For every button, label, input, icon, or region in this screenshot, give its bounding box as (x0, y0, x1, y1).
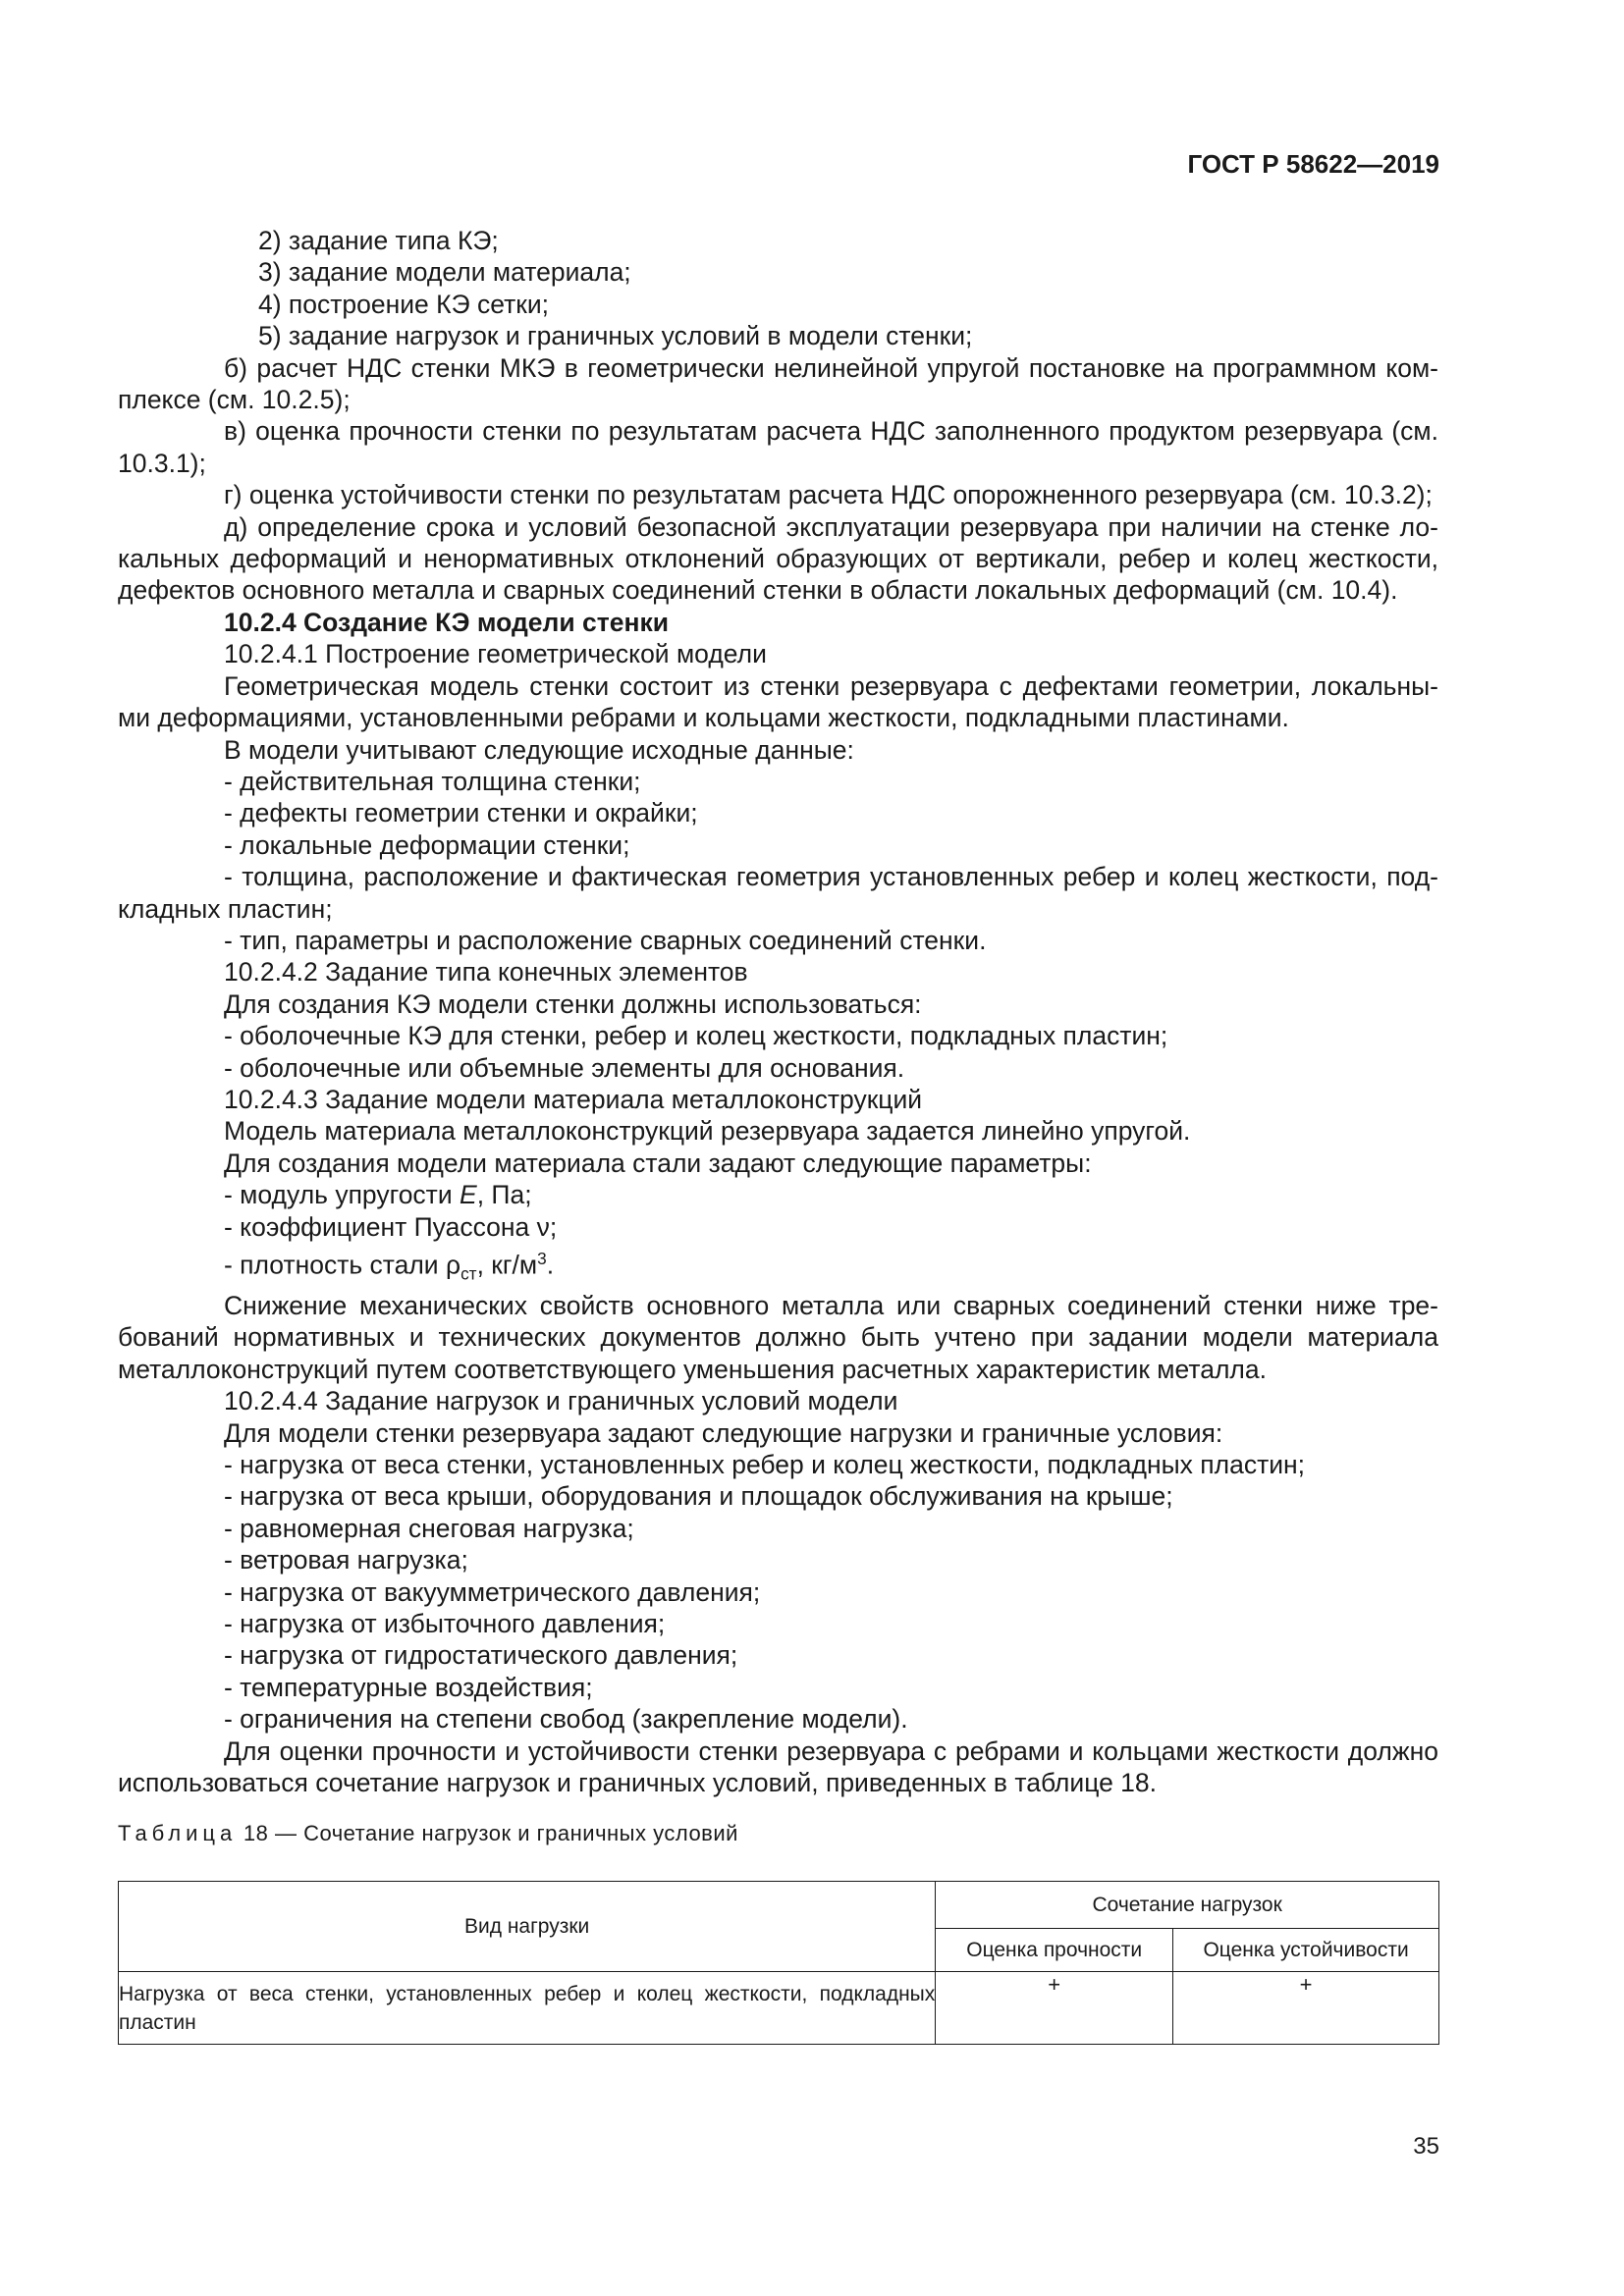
paragraph-line: Для модели стенки резервуара задают следующие нагрузки и граничные условия: (224, 1417, 1223, 1448)
list-item: - коэффициент Пуассона ν; (224, 1211, 558, 1242)
table-caption-text: 18 — Сочетание нагрузок и граничных условий (237, 1821, 738, 1845)
list-item (118, 1243, 1438, 1290)
document-code: ГОСТ Р 58622—2019 (1187, 149, 1439, 179)
paragraph-line: д) определение срока и условий безопасной эксплуатации резервуара при наличии на стенке ло- (224, 511, 1438, 542)
list-item: - нагрузка от вакуумметрического давления; (224, 1576, 761, 1607)
text-run: , кг/м (476, 1250, 538, 1280)
loads-table (118, 1881, 1439, 2045)
paragraph-line: Снижение механических свойств основного металла или сварных соединений стенки ниже тре- (224, 1290, 1438, 1320)
list-item: - оболочечные КЭ для стенки, ребер и колец жесткости, подкладных пластин; (224, 1021, 1168, 1051)
list-item: 3) задание модели материала; (258, 257, 631, 288)
table-row (119, 1972, 1439, 2045)
paragraph-line: В модели учитывают следующие исходные данные: (224, 734, 854, 765)
list-item: - ветровая нагрузка; (224, 1545, 468, 1575)
paragraph-line: б) расчет НДС стенки МКЭ в геометрически нелинейной упругой постановке на программном ком- (224, 352, 1438, 383)
variable-symbol: E (460, 1180, 477, 1210)
list-item: - нагрузка от веса крыши, оборудования и площадок обслуживания на крыше; (224, 1481, 1173, 1512)
list-item: - оболочечные или объемные элементы для основания. (224, 1052, 905, 1083)
list-item: - нагрузка от избыточного давления; (224, 1608, 666, 1638)
paragraph-line: Для создания КЭ модели стенки должны использоваться: (224, 988, 922, 1019)
list-item: - тип, параметры и расположение сварных соединений стенки. (224, 925, 987, 955)
section-heading: 10.2.4 Создание КЭ модели стенки (224, 607, 670, 637)
subsection-heading: 10.2.4.3 Задание модели материала металлоконструкций (224, 1084, 923, 1114)
body-text (118, 225, 1438, 1798)
list-item: 4) построение КЭ сетки; (258, 289, 550, 319)
paragraph-line: плексе (см. 10.2.5); (118, 385, 351, 415)
list-item: - локальные деформации стенки; (224, 829, 630, 860)
subsection-heading: 10.2.4.1 Построение геометрической модели (224, 639, 767, 669)
subscript: ст (460, 1263, 477, 1284)
paragraph-line: ми деформациями, установленными ребрами и кольцами жесткости, подкладными пластинами. (118, 703, 1289, 733)
list-item: - нагрузка от гидростатического давления; (224, 1640, 738, 1671)
list-item: - действительная толщина стенки; (224, 766, 641, 796)
superscript: 3 (537, 1249, 547, 1268)
paragraph-line: Модель материала металлоконструкций резервуара задается линейно упругой. (224, 1116, 1191, 1147)
table-caption-label: Таблица (118, 1821, 238, 1845)
row-stability-mark: + (1173, 1972, 1439, 2045)
subsection-heading: 10.2.4.4 Задание нагрузок и граничных условий модели (224, 1386, 898, 1416)
table-caption (118, 1821, 738, 1846)
text-run: - плотность стали ρ (224, 1250, 461, 1280)
paragraph-line: Геометрическая модель стенки состоит из стенки резервуара с дефектами геометрии, локальны- (224, 670, 1438, 701)
page-number: 35 (1413, 2133, 1439, 2160)
list-item: - нагрузка от веса стенки, установленных ребер и колец жесткости, подкладных пластин; (224, 1449, 1306, 1479)
list-item: - равномерная снеговая нагрузка; (224, 1513, 634, 1543)
list-item: - толщина, расположение и фактическая геометрия установленных ребер и колец жесткости, под- (224, 862, 1438, 892)
paragraph-line: 10.3.1); (118, 448, 206, 478)
header-combination: Сочетание нагрузок (936, 1882, 1439, 1929)
paragraph-line: Для оценки прочности и устойчивости стенки резервуара с ребрами и кольцами жесткости должно (224, 1735, 1438, 1766)
subsection-heading: 10.2.4.2 Задание типа конечных элементов (224, 957, 748, 988)
list-item: - дефекты геометрии стенки и окрайки; (224, 798, 698, 828)
paragraph-line: Для создания модели материала стали задают следующие параметры: (224, 1148, 1092, 1178)
list-item (118, 1179, 1438, 1210)
paragraph-line: бований нормативных и технических документов должно быть учтено при задании модели материала (118, 1322, 1438, 1353)
header-stability: Оценка устойчивости (1173, 1929, 1439, 1972)
paragraph-line: дефектов основного металла и сварных соединений стенки в области локальных деформаций (см. 10.4). (118, 575, 1398, 606)
text-run: , Па; (476, 1180, 532, 1210)
paragraph-line: металлоконструкций путем соответствующего уменьшения расчетных характеристик металла. (118, 1354, 1267, 1384)
list-item: 2) задание типа КЭ; (258, 226, 499, 255)
list-item: - ограничения на степени свобод (закрепление модели). (224, 1704, 908, 1735)
paragraph-line: в) оценка прочности стенки по результатам расчета НДС заполненного продуктом резервуара (см. (224, 416, 1438, 447)
paragraph-line: г) оценка устойчивости стенки по результатам расчета НДС опорожненного резервуара (см. 10.3.2); (224, 480, 1433, 510)
row-strength-mark: + (936, 1972, 1173, 2045)
header-strength: Оценка прочности (936, 1929, 1173, 1972)
paragraph-line: кальных деформаций и ненормативных отклонений образующих от вертикали, ребер и колец жесткости, (118, 544, 1438, 574)
text-run: - модуль упругости (224, 1180, 460, 1210)
list-item: кладных пластин; (118, 893, 333, 924)
list-item: - температурные воздействия; (224, 1672, 593, 1702)
list-item: 5) задание нагрузок и граничных условий в модели стенки; (258, 321, 973, 351)
header-load-type: Вид нагрузки (119, 1882, 936, 1972)
paragraph-line: использоваться сочетание нагрузок и граничных условий, приведенных в таблице 18. (118, 1767, 1158, 1797)
row-load-description: Нагрузка от веса стенки, установленных ребер и колец жесткости, подкладных пластин (119, 1972, 936, 2045)
text-run: . (546, 1250, 555, 1280)
